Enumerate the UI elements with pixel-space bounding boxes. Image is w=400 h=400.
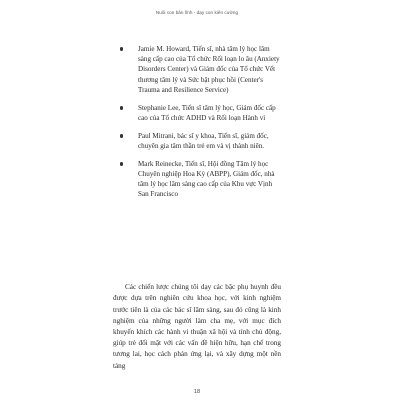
bullet-icon [120,47,124,51]
body-paragraph: Các chiến lược chúng tôi dạy các bậc phụ huynh đều được dựa trên nghiên cứu khoa học, với kinh nghiệm trước tiên là của các bác sĩ lâm sàng, sau đó cũng là kinh nghiệm của những người làm cha mẹ, với mục đích khuyến khích các hành vi thuận xã hội và tính chủ động, giúp trẻ đối mặt với các vấn đề hiện hữu, hạn chế trong tương lai, học cách phản ứng lại, và xây dựng một nền tảng [113,283,281,370]
list-item [113,44,281,95]
bullet-icon [120,106,124,110]
book-page [96,0,298,400]
bullet-icon [120,162,124,166]
list-item-text: Mark Reinecke, Tiến sĩ, Hội đồng Tâm lý học Chuyên nghiệp Hoa Kỳ (ABPP), Giám đốc, nhà tâm lý học lâm sàng cao cấp của Khu vực Vịnh San Francisco [138,159,275,199]
list-item-text: Jamie M. Howard, Tiến sĩ, nhà tâm lý học lâm sàng cấp cao của Tổ chức Rối loạn lo âu (Anxiety Disorders Center) và Giám đốc của Tổ chức Vết thương tâm lý và Sức bật phục hồi (Center's Trauma and Resilience Service) [138,45,280,94]
list-item [113,159,281,200]
page-number: 18 [193,389,201,395]
contributor-list [113,44,281,207]
list-item [113,131,281,151]
running-header: Nuôi con bản lĩnh - dạy con kiên cường [155,10,239,15]
bullet-icon [120,134,124,138]
list-item-text: Paul Mitrani, bác sĩ y khoa, Tiến sĩ, giám đốc, chuyên gia tâm thần trẻ em và vị thành niên. [138,131,269,150]
list-item [113,103,281,123]
list-item-text: Stephanie Lee, Tiến sĩ tâm lý học, Giám đốc cấp cao của Tổ chức ADHD và Rối loạn Hành vi [138,103,276,122]
